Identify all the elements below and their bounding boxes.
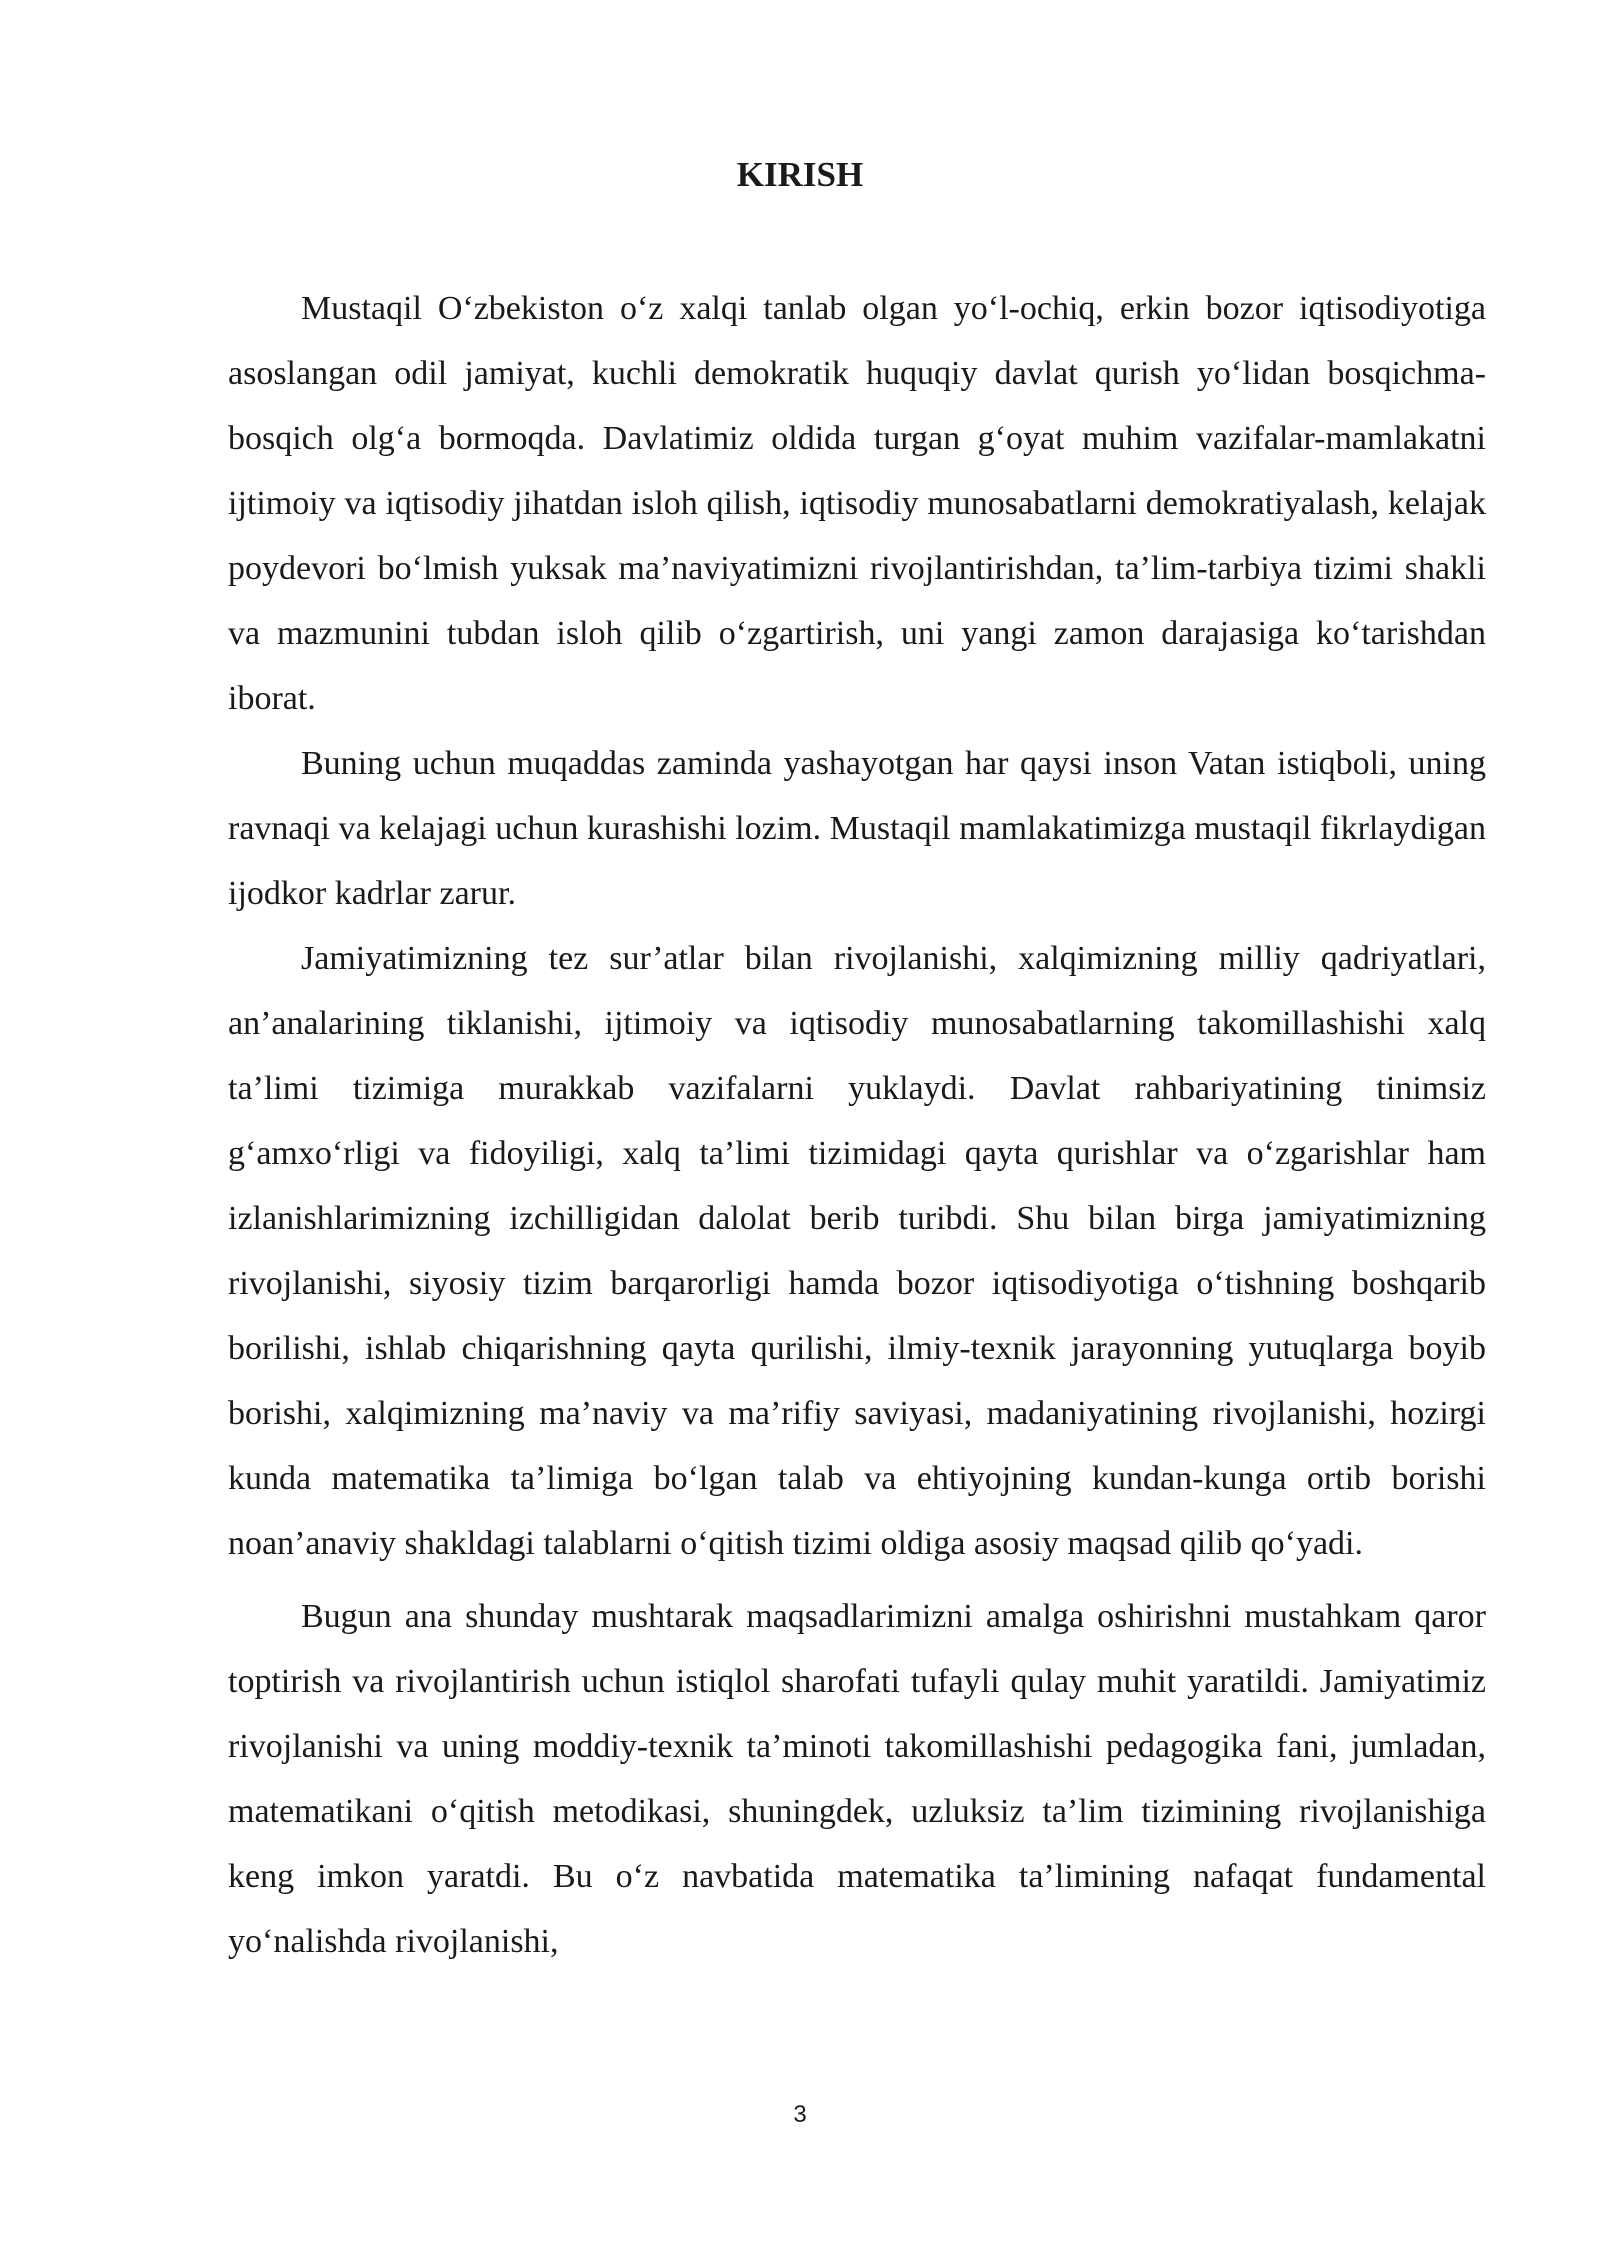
page-number: 3 [793, 2101, 807, 2128]
paragraph-1: Mustaqil O‘zbekiston o‘z xalqi tanlab olgan yo‘l-ochiq, erkin bozor iqtisodiyotiga asoslangan odil jamiyat, kuchli demokratik huquqiy davlat qurish yo‘lidan bosqichma-bosqich olg‘a bormoqda. Davlatimiz oldida turgan g‘oyat muhim vazifalar-mamlakatni ijtimoiy va iqtisodiy jihatdan isloh qilish, iqtisodiy munosabatlarni demokratiyalash, kelajak poydevori bo‘lmish yuksak ma’naviyatimizni rivojlantirishdan, ta’lim-tarbiya tizimi shakli va mazmunini tubdan isloh qilib o‘zgartirish, uni yangi zamon darajasiga ko‘tarishdan iborat. [228, 290, 1486, 717]
paragraph-2: Buning uchun muqaddas zaminda yashayotgan har qaysi inson Vatan istiqboli, uning ravnaqi va kelajagi uchun kurashishi lozim. Mustaqil mamlakatimizga mustaqil fikrlaydigan ijodkor kadrlar zarur. [228, 745, 1486, 912]
body-text [228, 276, 1486, 1974]
paragraph-4: Bugun ana shunday mushtarak maqsadlarimizni amalga oshirishni mustahkam qaror toptirish va rivojlantirish uchun istiqlol sharofati tufayli qulay muhit yaratildi. Jamiyatimiz rivojlanishi va uning moddiy-texnik ta’minoti takomillashishi pedagogika fani, jumladan, matematikani o‘qitish metodikasi, shuningdek, uzluksiz ta’lim tizimining rivojlanishiga keng imkon yaratdi. Bu o‘z navbatida matematika ta’limining nafaqat fundamental yo‘nalishda rivojlanishi, [228, 1598, 1486, 1960]
paragraph-3: Jamiyatimizning tez sur’atlar bilan rivojlanishi, xalqimizning milliy qadriyatlari, an’analarining tiklanishi, ijtimoiy va iqtisodiy munosabatlarning takomillashishi xalq ta’limi tizimiga murakkab vazifalarni yuklaydi. Davlat rahbariyatining tinimsiz g‘amxo‘rligi va fidoyiligi, xalq ta’limi tizimidagi qayta qurishlar va o‘zgarishlar ham izlanishlarimizning izchilligidan dalolat berib turibdi. Shu bilan birga jamiyatimizning rivojlanishi, siyosiy tizim barqarorligi hamda bozor iqtisodiyotiga o‘tishning boshqarib borilishi, ishlab chiqarishning qayta qurilishi, ilmiy-texnik jarayonning yutuqlarga boyib borishi, xalqimizning ma’naviy va ma’rifiy saviyasi, madaniyatining rivojlanishi, hozirgi kunda matematika ta’limiga bo‘lgan talab va ehtiyojning kundan-kunga ortib borishi noan’anaviy shakldagi talablarni o‘qitish tizimi oldiga asosiy maqsad qilib qo‘yadi. [228, 940, 1486, 1562]
section-heading: KIRISH [736, 155, 864, 194]
